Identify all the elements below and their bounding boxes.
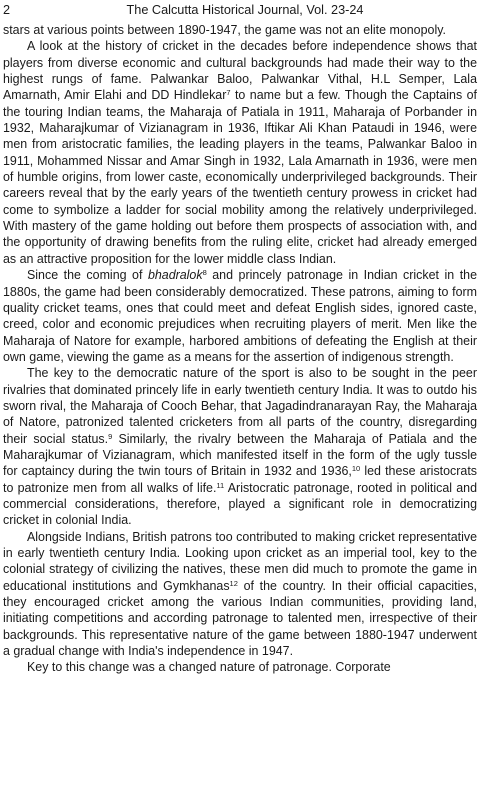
journal-page [3,3,477,796]
paragraph-2 [3,38,477,267]
footnote-ref-9: 9 [108,431,113,441]
text-run: to name but a few. Though the Captains of the touring Indian teams, the Maharaja of Patiala in 1911, Maharaja of Porbander in 1932, Maharajkumar of Vizianagram in 1936, Iftikar Ali Khan Pataudi in 1946, were men from aristocratic families, the leading players in the teams, Palwankar Baloo in 1911, Mohammed Nissar and Amar Singh in 1932, Lala Amarnath in 1936, were men of humble origins, from lower caste, economically underprivileged backgrounds. Their careers reveal that by the early years of the twentieth century prowess in cricket had come to symbolize a ladder for social mobility among the relatively underprivileged. With mastery of the game holding out before them prospects of association with, and the opportunity of drawing benefits from the ruling elite, cricket had already emerged as an attractive proposition for the lower middle class Indian. [3,88,477,266]
footnote-ref-8: 8 [202,268,207,278]
text-run: stars at various points between 1890-1947, the game was not an elite monopoly. [3,23,446,37]
text-run: Key to this change was a changed nature of patronage. Corporate [27,660,391,675]
footnote-ref-11: 11 [216,480,225,490]
text-run: of the country. In their official capacities, they encouraged cricket among the various Indian communities, providing land, initiating competitions and according patronage to talented men, irrespective of their backgrounds. This representative nature of the game between 1880-1947 underwent a gradual change with India's independence in 1947. [3,578,477,659]
footnote-ref-10: 10 [351,464,361,474]
paragraph-1 [3,22,477,38]
text-run: The key to the democratic nature of the sport is also to be sought in the peer rivalries that dominated princely life in early twentieth century India. It was to outdo his sworn rival, the Maharaja of Cooch Behar, that Jagadindranarayan Ray, the Maharaja of Natore, patronized talented cricketers from all parts of the country, disregarding their social status. [3,366,477,446]
article-body [3,22,477,676]
text-run: A look at the history of cricket in the decades before independence shows that players from diverse economic and cultural backgrounds had made their way to the highest rungs of fame. Palwankar Baloo, Palwankar Vithal, H.L Semper, Lala Amarnath, Amir Elahi and DD Hindlekar [3,39,477,103]
paragraph-4 [3,365,477,528]
text-run: Alongside Indians, British patrons too contributed to making cricket representative in early twentieth century India. Looking upon cricket as an imperial tool, key to the colonial strategy of civilizing the natives, these men did much to promote the game in educational institutions and Gymkhanas [3,529,477,593]
text-run: and princely patronage in Indian cricket in the 1880s, the game had been considerably democratized. These patrons, aiming to form quality cricket teams, ones that could meet and defeat English sides, ignored caste, creed, color and economic prejudices when recruiting players of merit. Men like the Maharaja of Natore for example, harbored ambitions of defeating the English at their own game, viewing the game as a means for the assertion of indigenous strength. [3,268,477,364]
footnote-ref-12: 12 [229,578,238,588]
footnote-ref-7: 7 [226,88,231,98]
page-number: 2 [3,3,11,17]
text-run: Since the coming of [27,268,148,283]
paragraph-3 [3,267,477,365]
running-header [3,3,477,22]
journal-title: The Calcutta Historical Journal, Vol. 23-24 [126,3,364,17]
text-run: Similarly, the rivalry between the Maharaja of Patiala and the Maharajkumar of Vizianagram, which manifested itself in the form of the ugly tussle for captaincy during the twin tours of Britain in 1932 and 1936, [3,431,478,479]
paragraph-6 [3,659,477,675]
italic-term-bhadralok: bhadralok [147,268,203,283]
text-run: Aristocratic patronage, rooted in political and commercial considerations, therefore, played a significant role in democratizing cricket in colonial India. [3,480,478,528]
paragraph-5 [3,529,477,660]
text-run: led these aristocrats to patronize men from all walks of life. [3,464,477,495]
